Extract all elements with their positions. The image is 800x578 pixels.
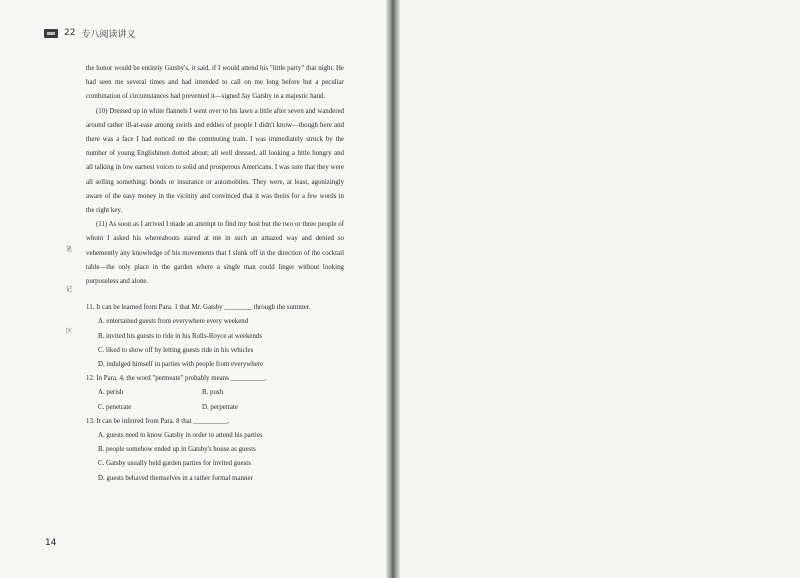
margin-mark-1: 笔 [66,246,73,253]
question-option: C. liked to show off by letting guests ride in his vehicles [98,346,254,354]
option-row [86,401,344,415]
question-option: A. perish [98,389,124,397]
question-option: D. indulged himself in parties with people from everywhere [98,361,264,369]
header-number: 22 [64,28,76,38]
question-stem: 12. In Para. 4, the word "permeate" probably means __________. [86,375,267,383]
question-option: D. perpetrate [202,403,238,411]
question-option: D. guests behaved themselves in a rather formal manner [98,474,253,482]
question-option: C. penetrate [98,403,132,411]
passage-paragraph: the honor would be entirely Gatsby's, it said, if I would attend his "little party" that night. He had seen me several times and had intended to call on me long before but a peculiar combination of circumstances had prevented it—signed Jay Gatsby in a majestic hand. [86,65,344,101]
option-row [86,386,344,400]
question-option: C. Gatsby usually held garden parties for invited guests [98,460,251,468]
page-content [86,62,344,486]
margin-mark-2: 记 [66,286,73,293]
right-page-blank [400,0,800,578]
question-option: B. push [202,389,224,397]
passage-paragraph: (10) Dressed up in white flannels I went over to his lawn a little after seven and wandered around rather ill-at-ease among swirls and eddies of people I didn't know—though here and there was a face I had noticed on the commuting train. I was immediately struck by the number of young Englishmen dotted about; all well dressed, all looking a little hungry and all talking in low earnest voices to solid and prosperous Americans. I was sure that they were all selling something: bonds or insurance or automobiles. They were, at least, agonizingly aware of the easy money in the vicinity and convinced that it was theirs for a few words in the right key. [86,107,344,215]
running-header [44,26,135,40]
question-option: B. people somehow ended up in Gatsby's house as guests [98,446,256,454]
question-stem: 13. It can be inferred from Para. 8 that __________. [86,417,230,425]
question-option: A. guests need to know Gatsby in order to attend his parties [98,432,263,440]
book-gutter [386,0,400,578]
page-number: 14 [45,538,57,548]
question-stem: 11. It can be learned from Para. 1 that Mr. Gatsby ________ through the summer. [86,304,311,312]
book-logo-icon [44,29,58,38]
question-option: B. invited his guests to ride in his Rolls-Royce at weekends [98,332,263,340]
header-title: 专八阅读讲义 [81,29,136,40]
passage-paragraph: (11) As soon as I arrived I made an attempt to find my host but the two or three people of whom I asked his whereabouts stared at me in such an amazed way and denied so vehemently any knowledge of his movements that I slunk off in the direction of the cocktail table—the only place in the garden where a single man could linger without looking purposeless and alone. [86,221,344,286]
question-option: A. entertained guests from everywhere every weekend [98,318,249,326]
margin-mark-3: 区 [66,328,73,335]
left-page [0,0,388,578]
